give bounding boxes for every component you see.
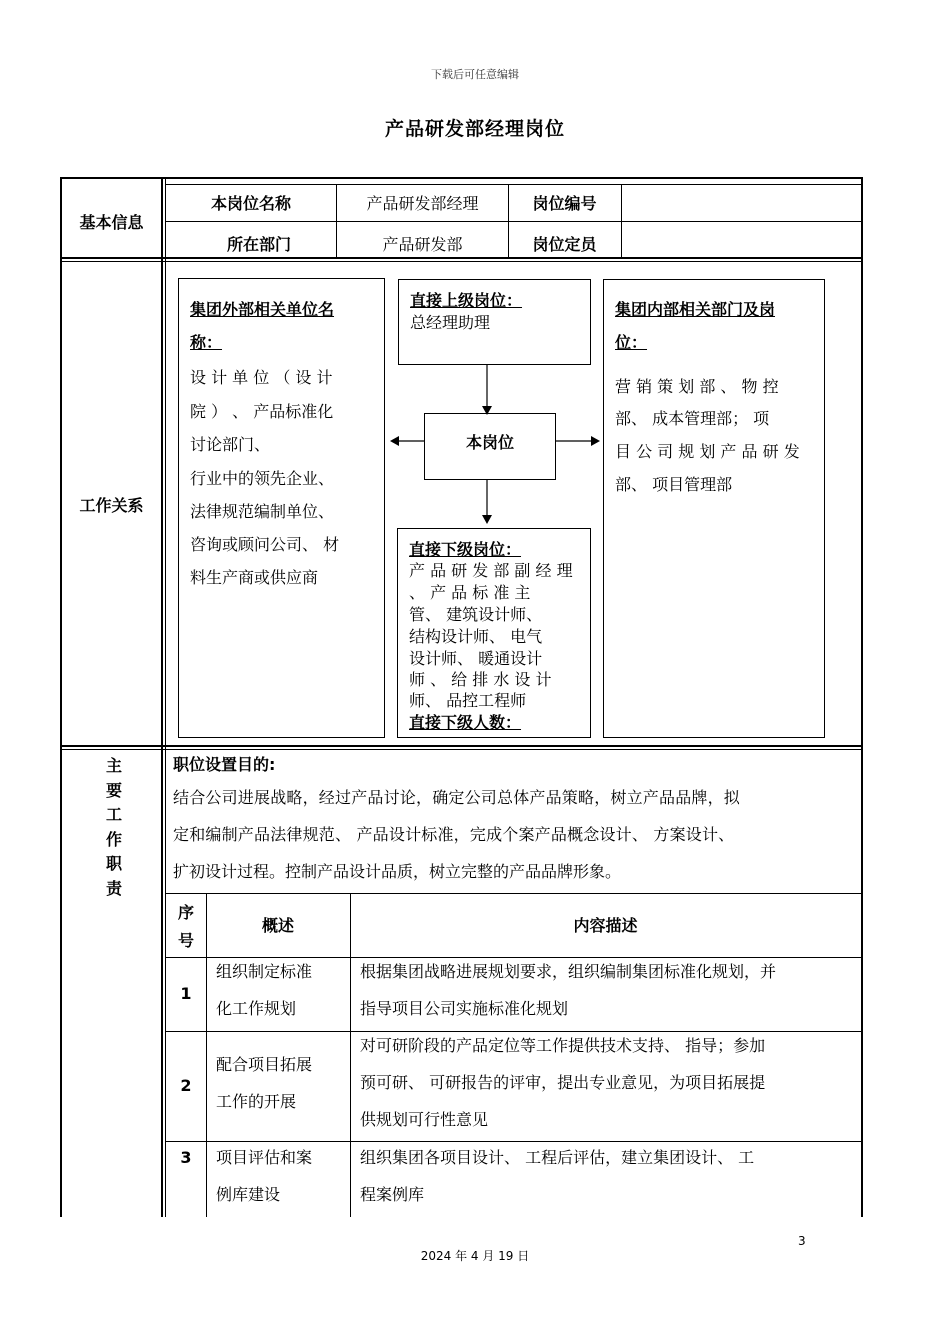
duties-label-char: 主 — [105, 756, 122, 775]
section-divider — [62, 257, 861, 259]
department-label: 所在部门 — [226, 235, 291, 254]
external-units-line: 咨询或顾问公司、 材 — [190, 535, 340, 554]
section-divider — [62, 745, 861, 747]
row-line — [166, 893, 861, 894]
subordinate-line: 师、 品控工程师 — [409, 691, 527, 710]
relation-arrows — [380, 360, 610, 530]
row-content: 指导项目公司实施标准化规划 — [360, 999, 569, 1018]
internal-departments-line: 营 销 策 划 部 、 物 控 — [615, 377, 779, 396]
cell-line — [621, 184, 622, 257]
department-value: 产品研发部 — [382, 235, 463, 254]
seq-header: 序 — [177, 903, 194, 922]
section-divider — [62, 261, 861, 262]
row-summary: 化工作规划 — [216, 999, 297, 1018]
purpose-title: 职位设置目的: — [173, 755, 276, 774]
duties-label-char: 工 — [105, 805, 122, 824]
duties-label-char: 职 — [105, 854, 122, 873]
arrow-right-icon — [591, 436, 600, 446]
external-units-title: 集团外部相关单位名 — [190, 300, 335, 319]
subordinate-line: 管、 建筑设计师、 — [409, 605, 543, 624]
row-seq: 3 — [180, 1148, 192, 1167]
subordinate-line: 设计师、 暖通设计 — [409, 649, 543, 668]
duties-label-char: 要 — [105, 781, 122, 800]
external-units-line: 行业中的领先企业、 — [190, 469, 335, 488]
row-summary: 例库建设 — [216, 1185, 281, 1204]
row-seq: 2 — [180, 1076, 192, 1095]
external-units-line: 料生产商或供应商 — [190, 568, 319, 587]
subordinate-count-label: 直接下级人数： — [409, 713, 522, 732]
internal-departments-title: 集团内部相关部门及岗 — [615, 300, 776, 319]
row-content: 对可研阶段的产品定位等工作提供技术支持、 指导；参加 — [360, 1036, 766, 1055]
external-units-title-cont: 称： — [190, 333, 223, 352]
basic-info-label: 基本信息 — [79, 213, 144, 232]
external-units-line: 院 ） 、 产品标准化 — [190, 402, 334, 421]
section-divider — [62, 749, 861, 750]
superior-value: 总经理助理 — [410, 313, 491, 332]
row-content: 组织集团各项目设计、 工程后评估，建立集团设计、 工 — [360, 1148, 755, 1167]
work-relations-label: 工作关系 — [79, 496, 144, 515]
internal-departments-line: 部、 项目管理部 — [615, 475, 733, 494]
row-summary: 工作的开展 — [216, 1092, 297, 1111]
headcount-label: 岗位定员 — [532, 235, 597, 254]
summary-header: 概述 — [261, 916, 294, 935]
subordinate-line: 师 、 给 排 水 设 计 — [409, 670, 552, 689]
row-line — [166, 221, 861, 222]
subordinate-line: 结构设计师、 电气 — [409, 627, 543, 646]
page-number: 3 — [798, 1234, 806, 1248]
label-column-divider — [161, 177, 163, 1217]
row-summary: 组织制定标准 — [216, 962, 313, 981]
page-title: 产品研发部经理岗位 — [384, 118, 565, 140]
row-line — [166, 184, 861, 185]
arrow-down-icon — [482, 515, 492, 524]
row-summary: 配合项目拓展 — [216, 1055, 313, 1074]
purpose-line: 结合公司进展战略，经过产品讨论，确定公司总体产品策略，树立产品品牌，拟 — [173, 788, 741, 807]
row-content: 供规划可行性意见 — [360, 1110, 489, 1129]
content-header: 内容描述 — [573, 916, 638, 935]
label-column-divider-inner — [165, 177, 166, 1217]
internal-departments-line: 目 公 司 规 划 产 品 研 发 — [615, 442, 800, 461]
position-code-label: 岗位编号 — [532, 194, 597, 213]
external-units-line: 法律规范编制单位、 — [190, 502, 335, 521]
self-position-label: 本岗位 — [465, 433, 514, 452]
subordinate-line: 、 产 品 标 准 主 — [409, 583, 531, 602]
row-content: 程案例库 — [360, 1185, 425, 1204]
row-content: 预可研、 可研报告的评审，提出专业意见，为项目拓展提 — [360, 1073, 766, 1092]
purpose-line: 定和编制产品法律规范、 产品设计标准，完成个案产品概念设计、 方案设计、 — [173, 825, 735, 844]
subordinate-line: 产 品 研 发 部 副 经 理 — [409, 561, 573, 580]
subordinate-title: 直接下级岗位： — [409, 540, 522, 559]
row-seq: 1 — [180, 984, 192, 1003]
arrow-down-icon — [482, 406, 492, 415]
internal-departments-title-cont: 位： — [615, 333, 648, 352]
seq-header-cont: 号 — [177, 931, 194, 950]
duties-label-char: 作 — [105, 830, 122, 849]
header-note: 下载后可任意编辑 — [431, 68, 519, 81]
superior-title: 直接上级岗位： — [410, 291, 523, 310]
cell-line — [206, 893, 207, 1217]
duties-label-char: 责 — [105, 879, 122, 898]
row-summary: 项目评估和案 — [216, 1148, 313, 1167]
arrow-left-icon — [390, 436, 399, 446]
position-name-label: 本岗位名称 — [210, 194, 291, 213]
purpose-line: 扩初设计过程。控制产品设计品质，树立完整的产品品牌形象。 — [173, 862, 622, 881]
row-content: 根据集团战略进展规划要求，组织编制集团标准化规划，并 — [360, 962, 777, 981]
external-units-line: 设 计 单 位 （ 设 计 — [190, 368, 333, 387]
internal-departments-line: 部、 成本管理部； 项 — [615, 409, 770, 428]
footer-date: 2024 年 4 月 19 日 — [420, 1249, 530, 1263]
external-units-line: 讨论部门、 — [190, 435, 271, 454]
position-name-value: 产品研发部经理 — [366, 194, 479, 213]
cell-line — [350, 893, 351, 1217]
